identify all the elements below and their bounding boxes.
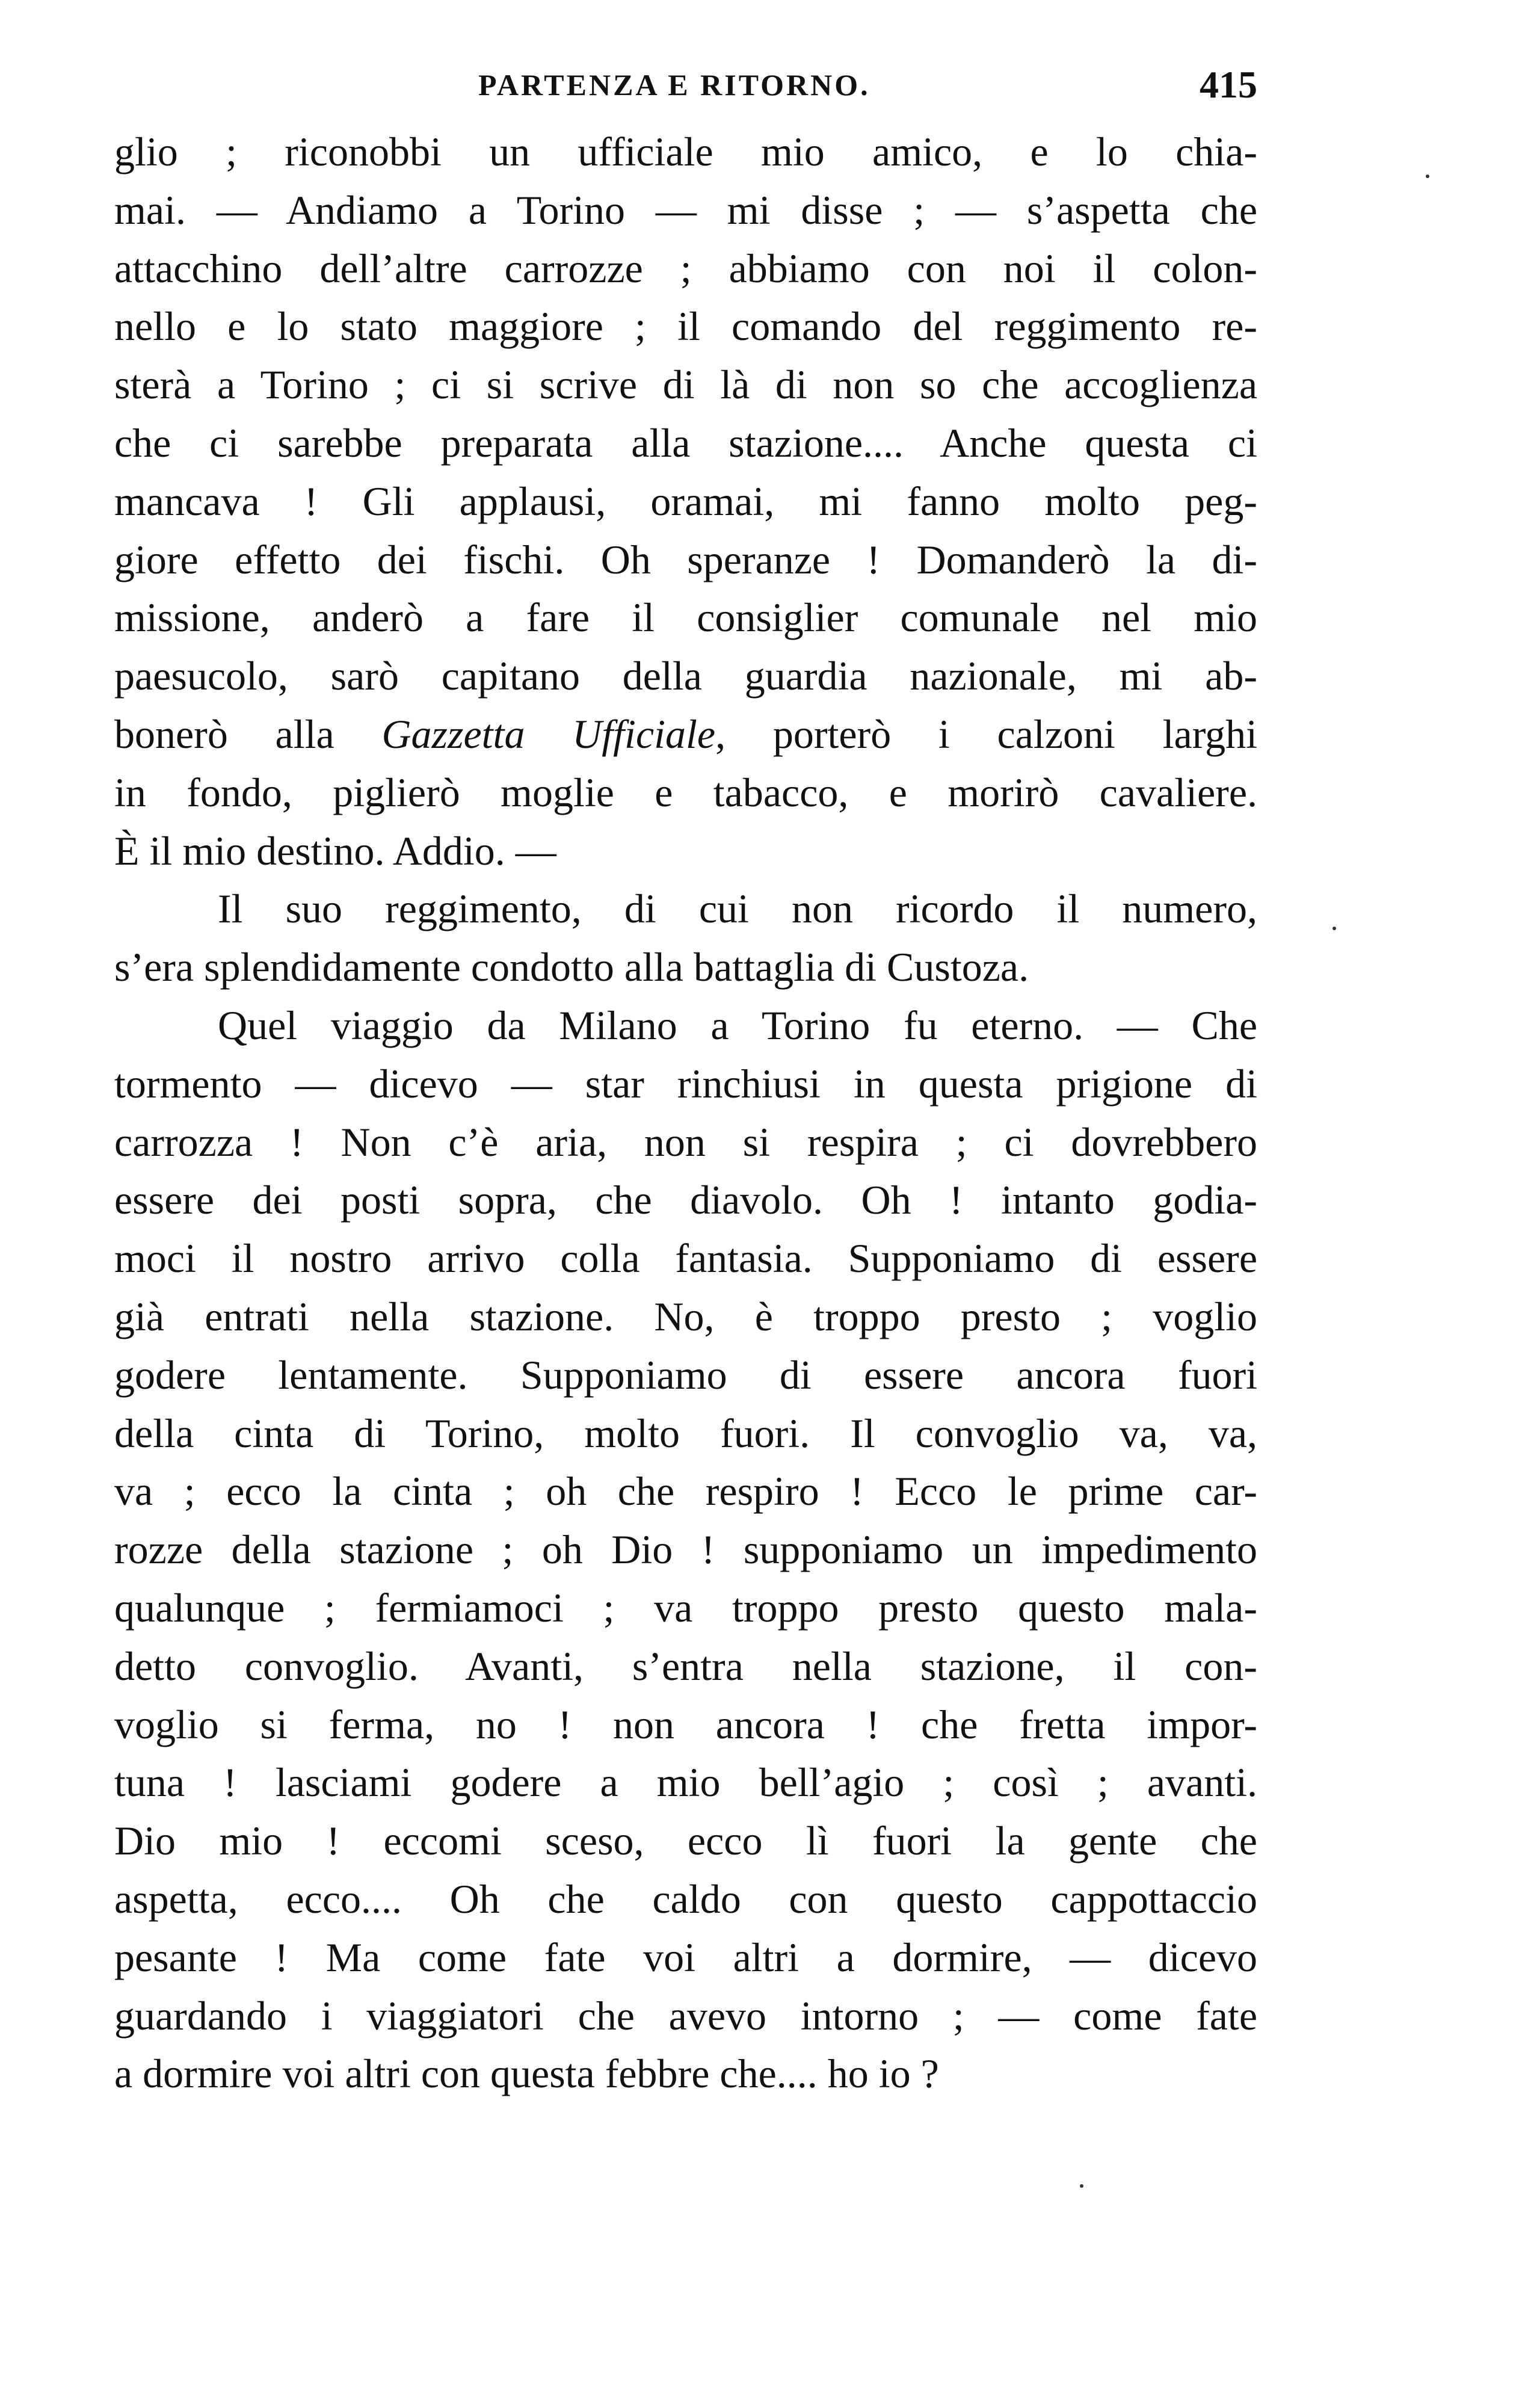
text-segment: mai. — Andiamo a Torino — mi disse ; — s’aspetta che <box>114 187 1257 233</box>
text-segment: moci il nostro arrivo colla fantasia. Supponiamo di essere <box>114 1235 1257 1282</box>
text-line <box>114 1928 1257 1987</box>
text-segment: carrozza ! Non c’è aria, non si respira ; ci dovrebbero <box>114 1119 1257 1165</box>
text-line <box>114 1637 1257 1696</box>
text-segment: bonerò alla <box>114 711 382 757</box>
text-line <box>114 764 1257 822</box>
text-segment: pesante ! Ma come fate voi altri a dormire, — dicevo <box>114 1934 1257 1980</box>
text-line <box>114 356 1257 414</box>
text-segment: a dormire voi altri con questa febbre che.... ho io ? <box>114 2051 939 2097</box>
text-segment: sterà a Torino ; ci si scrive di là di non so che accoglienza <box>114 362 1257 408</box>
text-segment: nello e lo stato maggiore ; il comando del reggimento re- <box>114 303 1257 350</box>
text-segment: qualunque ; fermiamoci ; va troppo presto questo mala- <box>114 1584 1257 1631</box>
text-line <box>114 123 1257 181</box>
text-line <box>114 588 1257 647</box>
running-title: PARTENZA E RITORNO. <box>478 68 870 102</box>
text-line <box>114 647 1257 705</box>
text-segment: detto convoglio. Avanti, s’entra nella stazione, il con- <box>114 1643 1257 1689</box>
text-line <box>114 1229 1257 1288</box>
text-segment: già entrati nella stazione. No, è troppo presto ; voglio <box>114 1293 1257 1339</box>
text-line <box>114 1171 1257 1229</box>
text-line <box>114 181 1257 239</box>
text-line <box>114 1462 1257 1520</box>
text-line <box>114 822 1257 880</box>
text-line <box>114 1404 1257 1463</box>
text-line <box>114 1055 1257 1113</box>
text-line <box>114 880 1257 938</box>
text-segment: paesucolo, sarò capitano della guardia nazionale, mi ab- <box>114 653 1257 699</box>
text-line <box>114 1288 1257 1346</box>
text-segment: missione, anderò a fare il consiglier comunale nel mio <box>114 594 1257 641</box>
text-segment: giore effetto dei fischi. Oh speranze ! Domanderò la di- <box>114 536 1257 582</box>
text-segment: guardando i viaggiatori che avevo intorno ; — come fate <box>114 1992 1257 2039</box>
page-number: 415 <box>1200 63 1257 106</box>
text-segment: tuna ! lasciami godere a mio bell’agio ; così ; avanti. <box>114 1759 1257 1806</box>
text-segment: aspetta, ecco.... Oh che caldo con questo cappottaccio <box>114 1875 1257 1922</box>
text-segment: mancava ! Gli applausi, oramai, mi fanno molto peg- <box>114 478 1257 524</box>
text-segment: in fondo, piglierò moglie e tabacco, e morirò cavaliere. <box>114 769 1257 815</box>
text-segment: attacchino dell’altre carrozze ; abbiamo con noi il colon- <box>114 245 1257 291</box>
text-line <box>114 1870 1257 1928</box>
text-line <box>114 1812 1257 1870</box>
text-segment: Il suo reggimento, di cui non ricordo il numero, <box>218 886 1257 932</box>
text-line <box>114 1696 1257 1754</box>
text-segment: glio ; riconobbi un ufficiale mio amico, e lo chia- <box>114 129 1257 174</box>
paper-speck <box>1080 2184 1083 2188</box>
text-line <box>114 1579 1257 1637</box>
text-segment: Dio mio ! eccomi sceso, ecco lì fuori la gente che <box>114 1818 1257 1864</box>
text-line <box>114 1987 1257 2045</box>
text-line <box>114 1113 1257 1172</box>
text-line <box>114 414 1257 472</box>
italic-title: Gazzetta Ufficiale <box>381 711 716 757</box>
text-line <box>114 996 1257 1055</box>
text-line <box>114 705 1257 764</box>
text-line <box>114 1753 1257 1812</box>
text-line <box>114 472 1257 531</box>
text-segment: s’era splendidamente condotto alla battaglia di Custoza. <box>114 944 1029 990</box>
running-head <box>114 58 1257 112</box>
paper-speck <box>1426 174 1429 178</box>
text-segment: va ; ecco la cinta ; oh che respiro ! Ecco le prime car- <box>114 1468 1257 1514</box>
text-segment: , porterò i calzoni larghi <box>715 711 1257 757</box>
text-line <box>114 938 1257 996</box>
text-segment: tormento — dicevo — star rinchiusi in questa prigione di <box>114 1060 1257 1107</box>
text-line <box>114 531 1257 589</box>
text-line <box>114 297 1257 356</box>
text-segment: che ci sarebbe preparata alla stazione.... Anche questa ci <box>114 419 1257 466</box>
text-segment: Quel viaggio da Milano a Torino fu eterno. — Che <box>218 1002 1257 1048</box>
paper-speck <box>1333 927 1336 930</box>
text-segment: della cinta di Torino, molto fuori. Il convoglio va, va, <box>114 1410 1257 1456</box>
text-segment: godere lentamente. Supponiamo di essere ancora fuori <box>114 1351 1257 1398</box>
text-segment: È il mio destino. Addio. — <box>114 827 556 874</box>
text-segment: rozze della stazione ; oh Dio ! supponiamo un impedimento <box>114 1527 1257 1573</box>
text-line <box>114 1346 1257 1404</box>
text-segment: essere dei posti sopra, che diavolo. Oh ! intanto godia- <box>114 1177 1257 1223</box>
text-segment: voglio si ferma, no ! non ancora ! che fretta impor- <box>114 1701 1257 1747</box>
text-line <box>114 1520 1257 1579</box>
text-line <box>114 2045 1257 2103</box>
text-line <box>114 239 1257 298</box>
body-text <box>114 123 1257 2103</box>
